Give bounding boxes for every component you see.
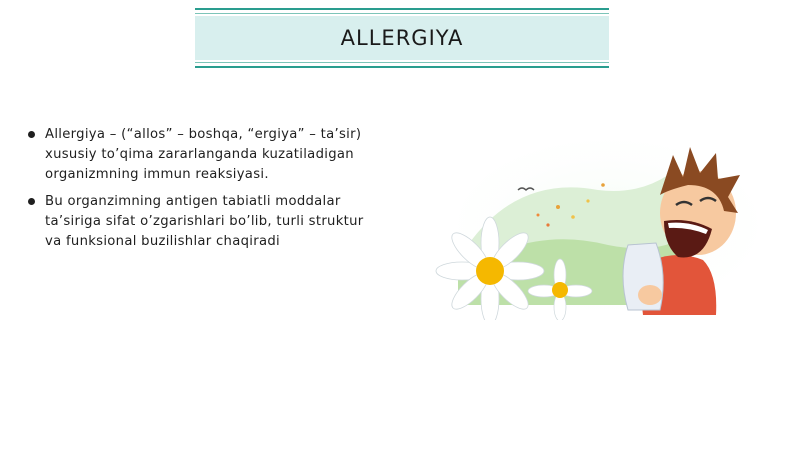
banner-bottom-rule xyxy=(195,66,609,68)
bullet-list xyxy=(28,125,373,259)
banner-top-thin-rule xyxy=(195,13,609,14)
banner-top-rule xyxy=(195,8,609,10)
bullet-item xyxy=(28,125,373,185)
bullet-dot-icon xyxy=(28,198,35,205)
sneezing-boy-illustration xyxy=(428,135,758,320)
banner-bottom-thin-rule xyxy=(195,62,609,63)
bullet-dot-icon xyxy=(28,131,35,138)
bullet-text: Allergiya – (“allos” – boshqa, “ergiya” – ta’sir) xususiy to’qima zararlanganda kuzatiladigan organizmning immun reaksiyasi. xyxy=(45,127,362,182)
bullet-text: Bu organzimning antigen tabiatli moddalar ta’siriga sifat o’zgarishlari bo’lib, turli struktur va funksional buzilishlar chaqiradi xyxy=(45,194,364,249)
title-banner xyxy=(195,8,609,68)
bullet-item xyxy=(28,192,373,252)
slide-title: ALLERGIYA xyxy=(340,26,464,50)
hand xyxy=(638,285,662,305)
